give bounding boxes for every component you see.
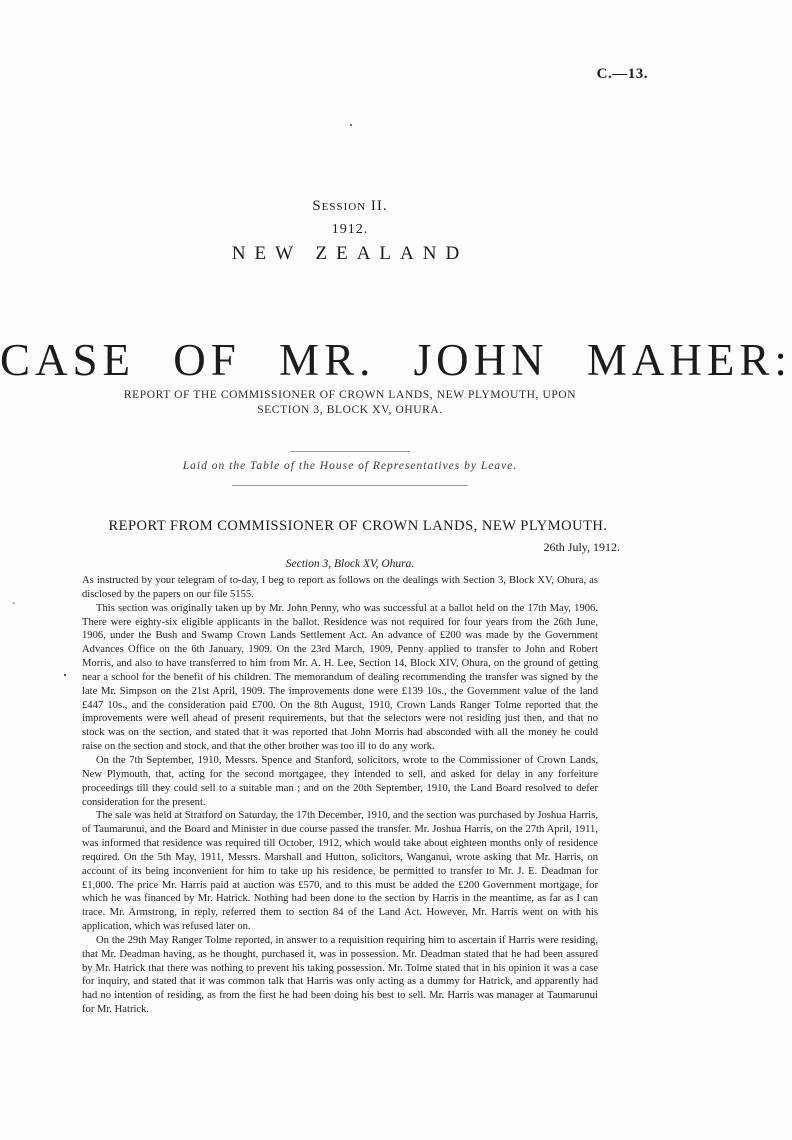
margin-dot	[64, 674, 66, 676]
report-body	[82, 574, 598, 1017]
divider-top	[290, 451, 410, 452]
laid-on-table-note: Laid on the Table of the House of Representatives by Leave.	[182, 460, 518, 472]
page-reference: C.—13.	[596, 66, 648, 82]
paragraph: On the 29th May Ranger Tolme reported, in answer to a requisition requiring him to ascertain if Harris were residing, that Mr. Deadman having, as he thought, purchased it, was in possession. Mr. Deadman stated that he had been assured by Mr. Hatrick that there was nothing to prevent his taking possession. Mr. Tolme stated that in his opinion it was a case for inquiry, and stated that it was common talk that Harris was only acting as a dummy for Hatrick, and apparently had had no intention of residing, as from the first he had been doing his best to sell. Mr. Harris was manager at Taumarunui for Mr. Hatrick.	[82, 934, 598, 1016]
paragraph: On the 7th September, 1910, Messrs. Spence and Stanford, solicitors, wrote to the Commissioner of Crown Lands, New Plymouth, that, acting for the second mortgagee, they intended to sell, and asked for delay in any forfeiture proceedings till they could sell to a suitable man ; and on the 20th September, 1910, the Land Board resolved to defer consideration for the present.	[82, 754, 598, 808]
session-label: Session II.	[312, 198, 388, 214]
printer-dot	[350, 124, 352, 126]
country-label: NEW ZEALAND	[231, 243, 469, 264]
section-reference: Section 3, Block XV, Ohura.	[285, 558, 415, 570]
year-label: 1912.	[331, 222, 369, 237]
divider-bottom	[232, 485, 468, 486]
report-heading: REPORT FROM COMMISSIONER OF CROWN LANDS, NEW PLYMOUTH.	[108, 518, 608, 534]
document-subtitle: REPORT OF THE COMMISSIONER OF CROWN LANDS, NEW PLYMOUTH, UPON SECTION 3, BLOCK XV, OHURA.	[123, 389, 577, 416]
paragraph: The sale was held at Stratford on Saturday, the 17th December, 1910, and the section was purchased by Joshua Harris, of Taumarunui, and the Board and Minister in due course passed the transfer. Mr. Joshua Harris, on the 27th April, 1911, was informed that residence was required till October, 1912, which would take about eighteen months only of residence required. On the 5th May, 1911, Messrs. Marshall and Hutton, solicitors, Wanganui, wrote asking that Mr. Harris, on account of its being inconvenient for him to take up his residence, be permitted to transfer to Mr. J. E. Deadman for £1,000. The price Mr. Harris paid at auction was £570, and to this must be added the £200 Government mortgage, for which he was financed by Mr. Hatrick. Nothing had been done to the section by Harris in the meantime, as far as I can trace. Mr. Armstrong, in reply, referred them to section 84 of the Land Act. However, Mr. Harris went on with his application, which was refused later on.	[82, 810, 598, 933]
document-title: CASE OF MR. JOHN MAHER:	[0, 335, 792, 385]
paragraph: As instructed by your telegram of to-day, I beg to report as follows on the dealings with Section 3, Block XV, Ohura, as disclosed by the papers on our file 5155.	[82, 575, 598, 600]
paragraph: This section was originally taken up by Mr. John Penny, who was successful at a ballot held on the 17th May, 1906. There were eighty-six eligible applicants in the ballot. Residence was not required for four years from the 26th June, 1906, under the Bush and Swamp Crown Lands Settlement Act. An advance of £200 was made by the Government Advances Office on the 6th January, 1909. On the 23rd March, 1909, Penny applied to transfer to John and Robert Morris, and also to have transferred to him from Mr. A. H. Lee, Section 14, Block XIV, Ohura, on the ground of getting near a school for the benefit of his children. The memorandum of dealing recommending the transfer was signed by the late Mr. Simpson on the 21st April, 1909. The improvements done were £139 10s., the Government value of the land £447 10s., and the consideration paid £700. On the 8th August, 1910, Crown Lands Ranger Tolme reported that the improvements were well ahead of present requirements, but that the selectors were not residing just then, and that no stock was on the section, and stated that it was reported that John Morris had absconded with all the money he could raise on the section and stock, and that the other brother was too ill to do any work.	[82, 602, 598, 753]
margin-mark: -	[12, 598, 16, 609]
report-date: 26th July, 1912.	[543, 540, 620, 554]
